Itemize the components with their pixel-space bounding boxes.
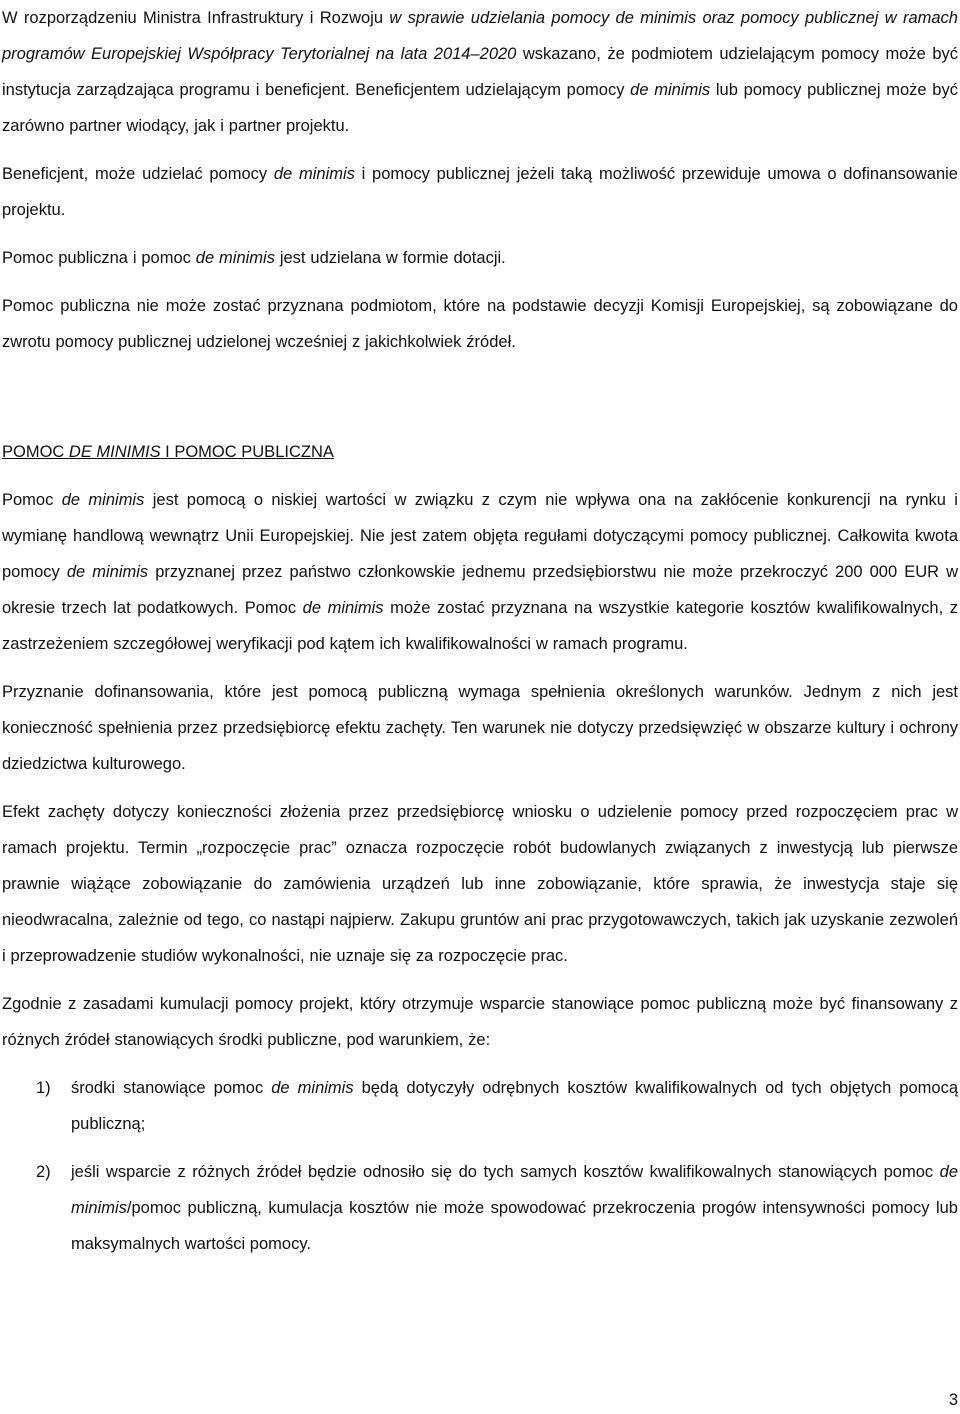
beneficjent-text-1: Beneficjent, może udzielać pomocy [2, 165, 274, 183]
heading-text-2: I POMOC PUBLICZNA [160, 443, 334, 461]
section-heading [0, 434, 960, 470]
def-text-1: Pomoc [2, 491, 62, 509]
zwrot-paragraph: Pomoc publiczna nie może zostać przyznana podmiotom, które na podstawie decyzji Komisji Europejskiej, są zobowiązane do zwrotu pomocy publicznej udzielonej wcześniej z jakichkolwiek źródeł. [2, 297, 958, 351]
list-item [0, 1070, 960, 1142]
def-text-4: może zostać przyznana na wszystkie kategorie kosztów kwalifikowalnych, z zastrzeżeniem szczegółowej weryfikacji pod kątem ich kwalifikowalności w ramach programu. [2, 599, 959, 653]
list-item-number: 1) [36, 1079, 51, 1097]
list-item-text-1: środki stanowiące pomoc [71, 1079, 272, 1097]
list-item [0, 1154, 960, 1262]
heading-de-minimis: DE MINIMIS [68, 443, 161, 461]
list-item-de-minimis: de minimis [271, 1079, 354, 1097]
intro-paragraph [0, 0, 960, 144]
przyznanie-paragraph: Przyznanie dofinansowania, które jest pomocą publiczną wymaga spełnienia określonych warunków. Jednym z nich jest konieczność spełnienia przez przedsiębiorcę efektu zachęty. Ten warunek nie dotyczy przedsięwzięć w obszarze kultury i ochrony dziedzictwa kulturowego. [2, 683, 958, 773]
intro-text-3: lub pomocy publicznej może być zarówno partner wiodący, jak i partner projektu. [2, 81, 958, 135]
efekt-zachety-paragraph: Efekt zachęty dotyczy konieczności złożenia przez przedsiębiorcę wniosku o udzielenie pomocy przed rozpoczęciem prac w ramach projektu. Termin „rozpoczęcie prac” oznacza rozpoczęcie robót budowlanych związanych z inwestycją lub pierwsze prawnie wiążące zobowiązanie do zamówienia urządzeń lub inne zobowiązanie, które sprawia, że inwestycja staje się nieodwracalna, zależnie od tego, co nastąpi najpierw. Zakupu gruntów ani prac przygotowawczych, takich jak uzyskanie zezwoleń i przeprowadzenie studiów wykonalności, nie uznaje się za rozpoczęcie prac. [2, 803, 958, 965]
list-item-text-2: będą dotyczyły odrębnych kosztów kwalifikowalnych od tych objętych pomocą publiczną; [71, 1079, 958, 1133]
heading-text-1: POMOC [2, 443, 69, 461]
intro-text-2: wskazano, że podmiotem udzielającym pomocy może być instytucja zarządzająca programu i beneficjent. Beneficjentem udzielającym pomocy [2, 45, 958, 99]
definition-paragraph [0, 482, 960, 662]
list-item-de-minimis: de minimis [71, 1163, 958, 1217]
forma-text-1: Pomoc publiczna i pomoc [2, 249, 196, 267]
list-item-number: 2) [36, 1163, 51, 1181]
beneficjent-paragraph [0, 156, 960, 228]
beneficjent-de-minimis: de minimis [273, 165, 355, 183]
kumulacja-paragraph: Zgodnie z zasadami kumulacji pomocy projekt, który otrzymuje wsparcie stanowiące pomoc publiczną może być finansowany z różnych źródeł stanowiących środki publiczne, pod warunkiem, że: [2, 995, 958, 1049]
beneficjent-text-2: i pomocy publicznej jeżeli taką możliwość przewiduje umowa o dofinansowanie projektu. [2, 165, 958, 219]
regulation-title: w sprawie udzielania pomocy de minimis oraz pomocy publicznej w ramach programów Europejskiej Współpracy Terytorialnej na lata 2014–2020 [2, 9, 958, 63]
forma-text-2: jest udzielana w formie dotacji. [274, 249, 506, 267]
list-item-text-2: /pomoc publiczną, kumulacja kosztów nie może spowodować przekroczenia progów intensywności pomocy lub maksymalnych wartości pomocy. [71, 1199, 958, 1253]
forma-paragraph [0, 240, 960, 276]
def-text-3: przyznanej przez państwo członkowskie jednemu przedsiębiorstwu nie może przekroczyć 200 000 EUR w okresie trzech lat podatkowych. Pomoc [2, 563, 958, 617]
forma-de-minimis: de minimis [195, 249, 275, 267]
conditions-list [0, 1070, 960, 1262]
page-number: 3 [948, 1391, 958, 1409]
def-de-minimis-3: de minimis [302, 599, 384, 617]
def-de-minimis-1: de minimis [61, 491, 145, 509]
def-text-2: jest pomocą o niskiej wartości w związku z czym nie wpływa ona na zakłócenie konkurencji na rynku i wymianę handlową wewnątrz Unii Europejskiej. Nie jest zatem objęta regułami dotyczącymi pomocy publicznej. Całkowita kwota pomocy [2, 491, 958, 581]
def-de-minimis-2: de minimis [66, 563, 149, 581]
list-item-text-1: jeśli wsparcie z różnych źródeł będzie odnosiło się do tych samych kosztów kwalifikowalnych stanowiących pomoc [71, 1163, 940, 1181]
intro-de-minimis: de minimis [630, 81, 711, 99]
intro-text-1: W rozporządzeniu Ministra Infrastruktury i Rozwoju [2, 9, 390, 27]
